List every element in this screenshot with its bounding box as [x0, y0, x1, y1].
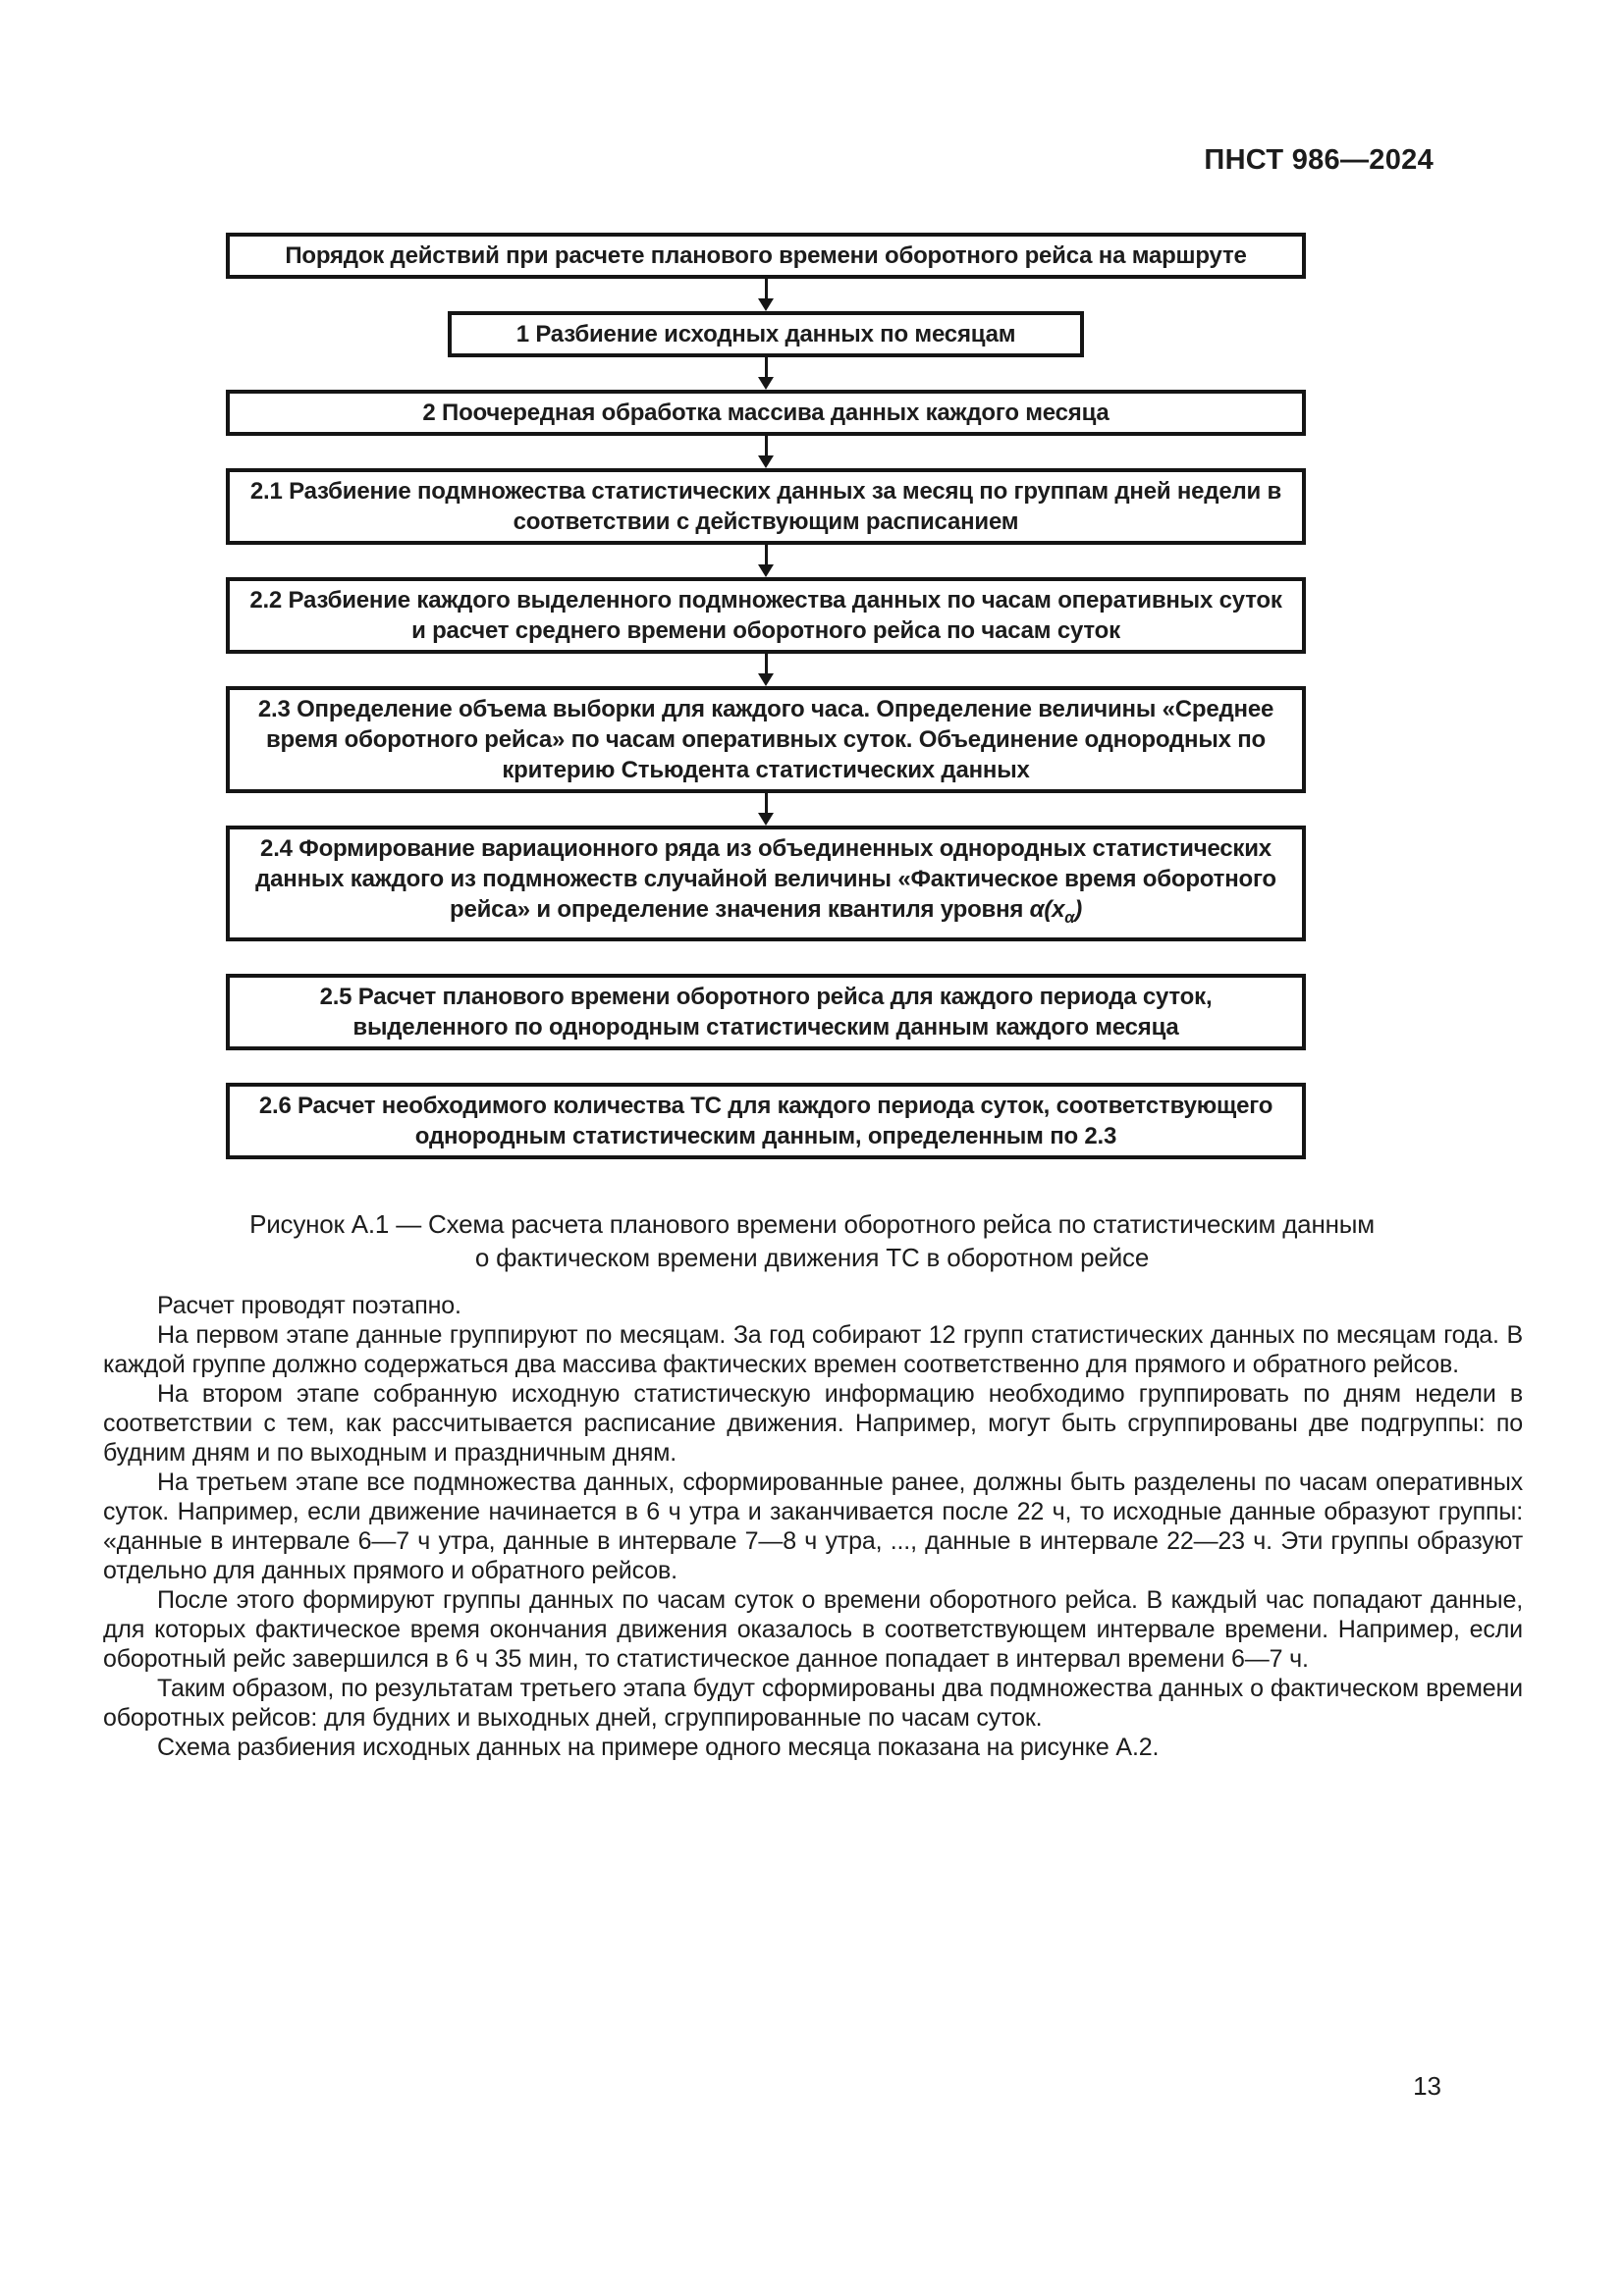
- figure-caption-line-1: Рисунок А.1 — Схема расчета планового времени оборотного рейса по статистическим данным: [249, 1209, 1375, 1239]
- arrow-down-icon: [226, 654, 1306, 686]
- flowchart-box-step-2: 2 Поочередная обработка массива данных каждого месяца: [226, 390, 1306, 436]
- flowchart-box-step-2-5: 2.5 Расчет планового времени оборотного рейса для каждого периода суток, выделенного по однородным статистическим данным каждого месяца: [226, 974, 1306, 1050]
- arrow-down-icon: [226, 545, 1306, 577]
- flowchart-box-step-2-6: 2.6 Расчет необходимого количества ТС для каждого периода суток, соответствующего однородным статистическим данным, определенным по 2.3: [226, 1083, 1306, 1159]
- body-paragraph: На втором этапе собранную исходную статистическую информацию необходимо группировать по дням недели в соответствии с тем, как рассчитывается расписание движения. Например, могут быть сгруппированы две подгруппы: по будним дням и по выходным и праздничным дням.: [103, 1380, 1523, 1467]
- figure-caption-line-2: о фактическом времени движения ТС в оборотном рейсе: [474, 1243, 1150, 1272]
- flowchart-box-step-2-3: 2.3 Определение объема выборки для каждого часа. Определение величины «Среднее время оборотного рейса» по часам оперативных суток. Объединение однородных по критерию Стьюдента статистических данных: [226, 686, 1306, 793]
- body-paragraph: Таким образом, по результатам третьего этапа будут сформированы два подмножества данных о фактическом времени оборотных рейсов: для будних и выходных дней, сгруппированные по часам суток.: [103, 1675, 1523, 1732]
- arrow-down-icon: [226, 793, 1306, 826]
- standard-code-header: ПНСТ 986—2024: [1204, 144, 1434, 176]
- flowchart-box-step-2-4-text: 2.4 Формирование вариационного ряда из объединенных однородных статистических данных каждого из подмножеств случайной величины «Фактическое время оборотного рейса» и определение значения квантиля уровня: [255, 835, 1276, 923]
- flowchart-box-step-2-1: 2.1 Разбиение подмножества статистических данных за месяц по группам дней недели в соответствии с действующим расписанием: [226, 468, 1306, 545]
- flowchart-box-step-2-2: 2.2 Разбиение каждого выделенного подмножества данных по часам оперативных суток и расчет среднего времени оборотного рейса по часам суток: [226, 577, 1306, 654]
- flowchart-gap: [226, 1050, 1306, 1083]
- body-paragraph: Расчет проводят поэтапно.: [157, 1292, 461, 1319]
- page-number: 13: [1413, 2071, 1441, 2101]
- body-paragraph: После этого формируют группы данных по часам суток о времени оборотного рейса. В каждый час попадают данные, для которых фактическое время окончания движения оказалось в соответствующем интервале времени. Например, если оборотный рейс завершился в 6 ч 35 мин, то статистическое данное попадает в интервал времени 6—7 ч.: [103, 1586, 1523, 1673]
- body-paragraph: Схема разбиения исходных данных на примере одного месяца показана на рисунке А.2.: [157, 1734, 1160, 1761]
- quantile-formula: $\alpha(x_\alpha)$: [1029, 896, 1082, 927]
- flowchart-box-step-1: 1 Разбиение исходных данных по месяцам: [448, 311, 1084, 357]
- figure-caption: [103, 1207, 1521, 1274]
- arrow-down-icon: [226, 357, 1306, 390]
- arrow-down-icon: [226, 279, 1306, 311]
- flowchart-box-step-2-4: [226, 826, 1306, 941]
- flowchart-figure-a1: [226, 233, 1306, 1159]
- flowchart-gap: [226, 941, 1306, 974]
- body-paragraph: На первом этапе данные группируют по месяцам. За год собирают 12 групп статистических данных по месяцам года. В каждой группе должно содержаться два массива фактических времен соответственно для прямого и обратного рейсов.: [103, 1321, 1523, 1378]
- body-paragraph: На третьем этапе все подмножества данных, сформированные ранее, должны быть разделены по часам оперативных суток. Например, если движение начинается в 6 ч утра и заканчивается после 22 ч, то исходные данные образуют группы: «данные в интервале 6—7 ч утра, данные в интервале 7—8 ч утра, ..., данные в интервале 22—23 ч. Эти группы образуют отдельно для данных прямого и обратного рейсов.: [103, 1468, 1523, 1584]
- body-text: [103, 1291, 1523, 1762]
- flowchart-box-title: Порядок действий при расчете планового времени оборотного рейса на маршруте: [226, 233, 1306, 279]
- arrow-down-icon: [226, 436, 1306, 468]
